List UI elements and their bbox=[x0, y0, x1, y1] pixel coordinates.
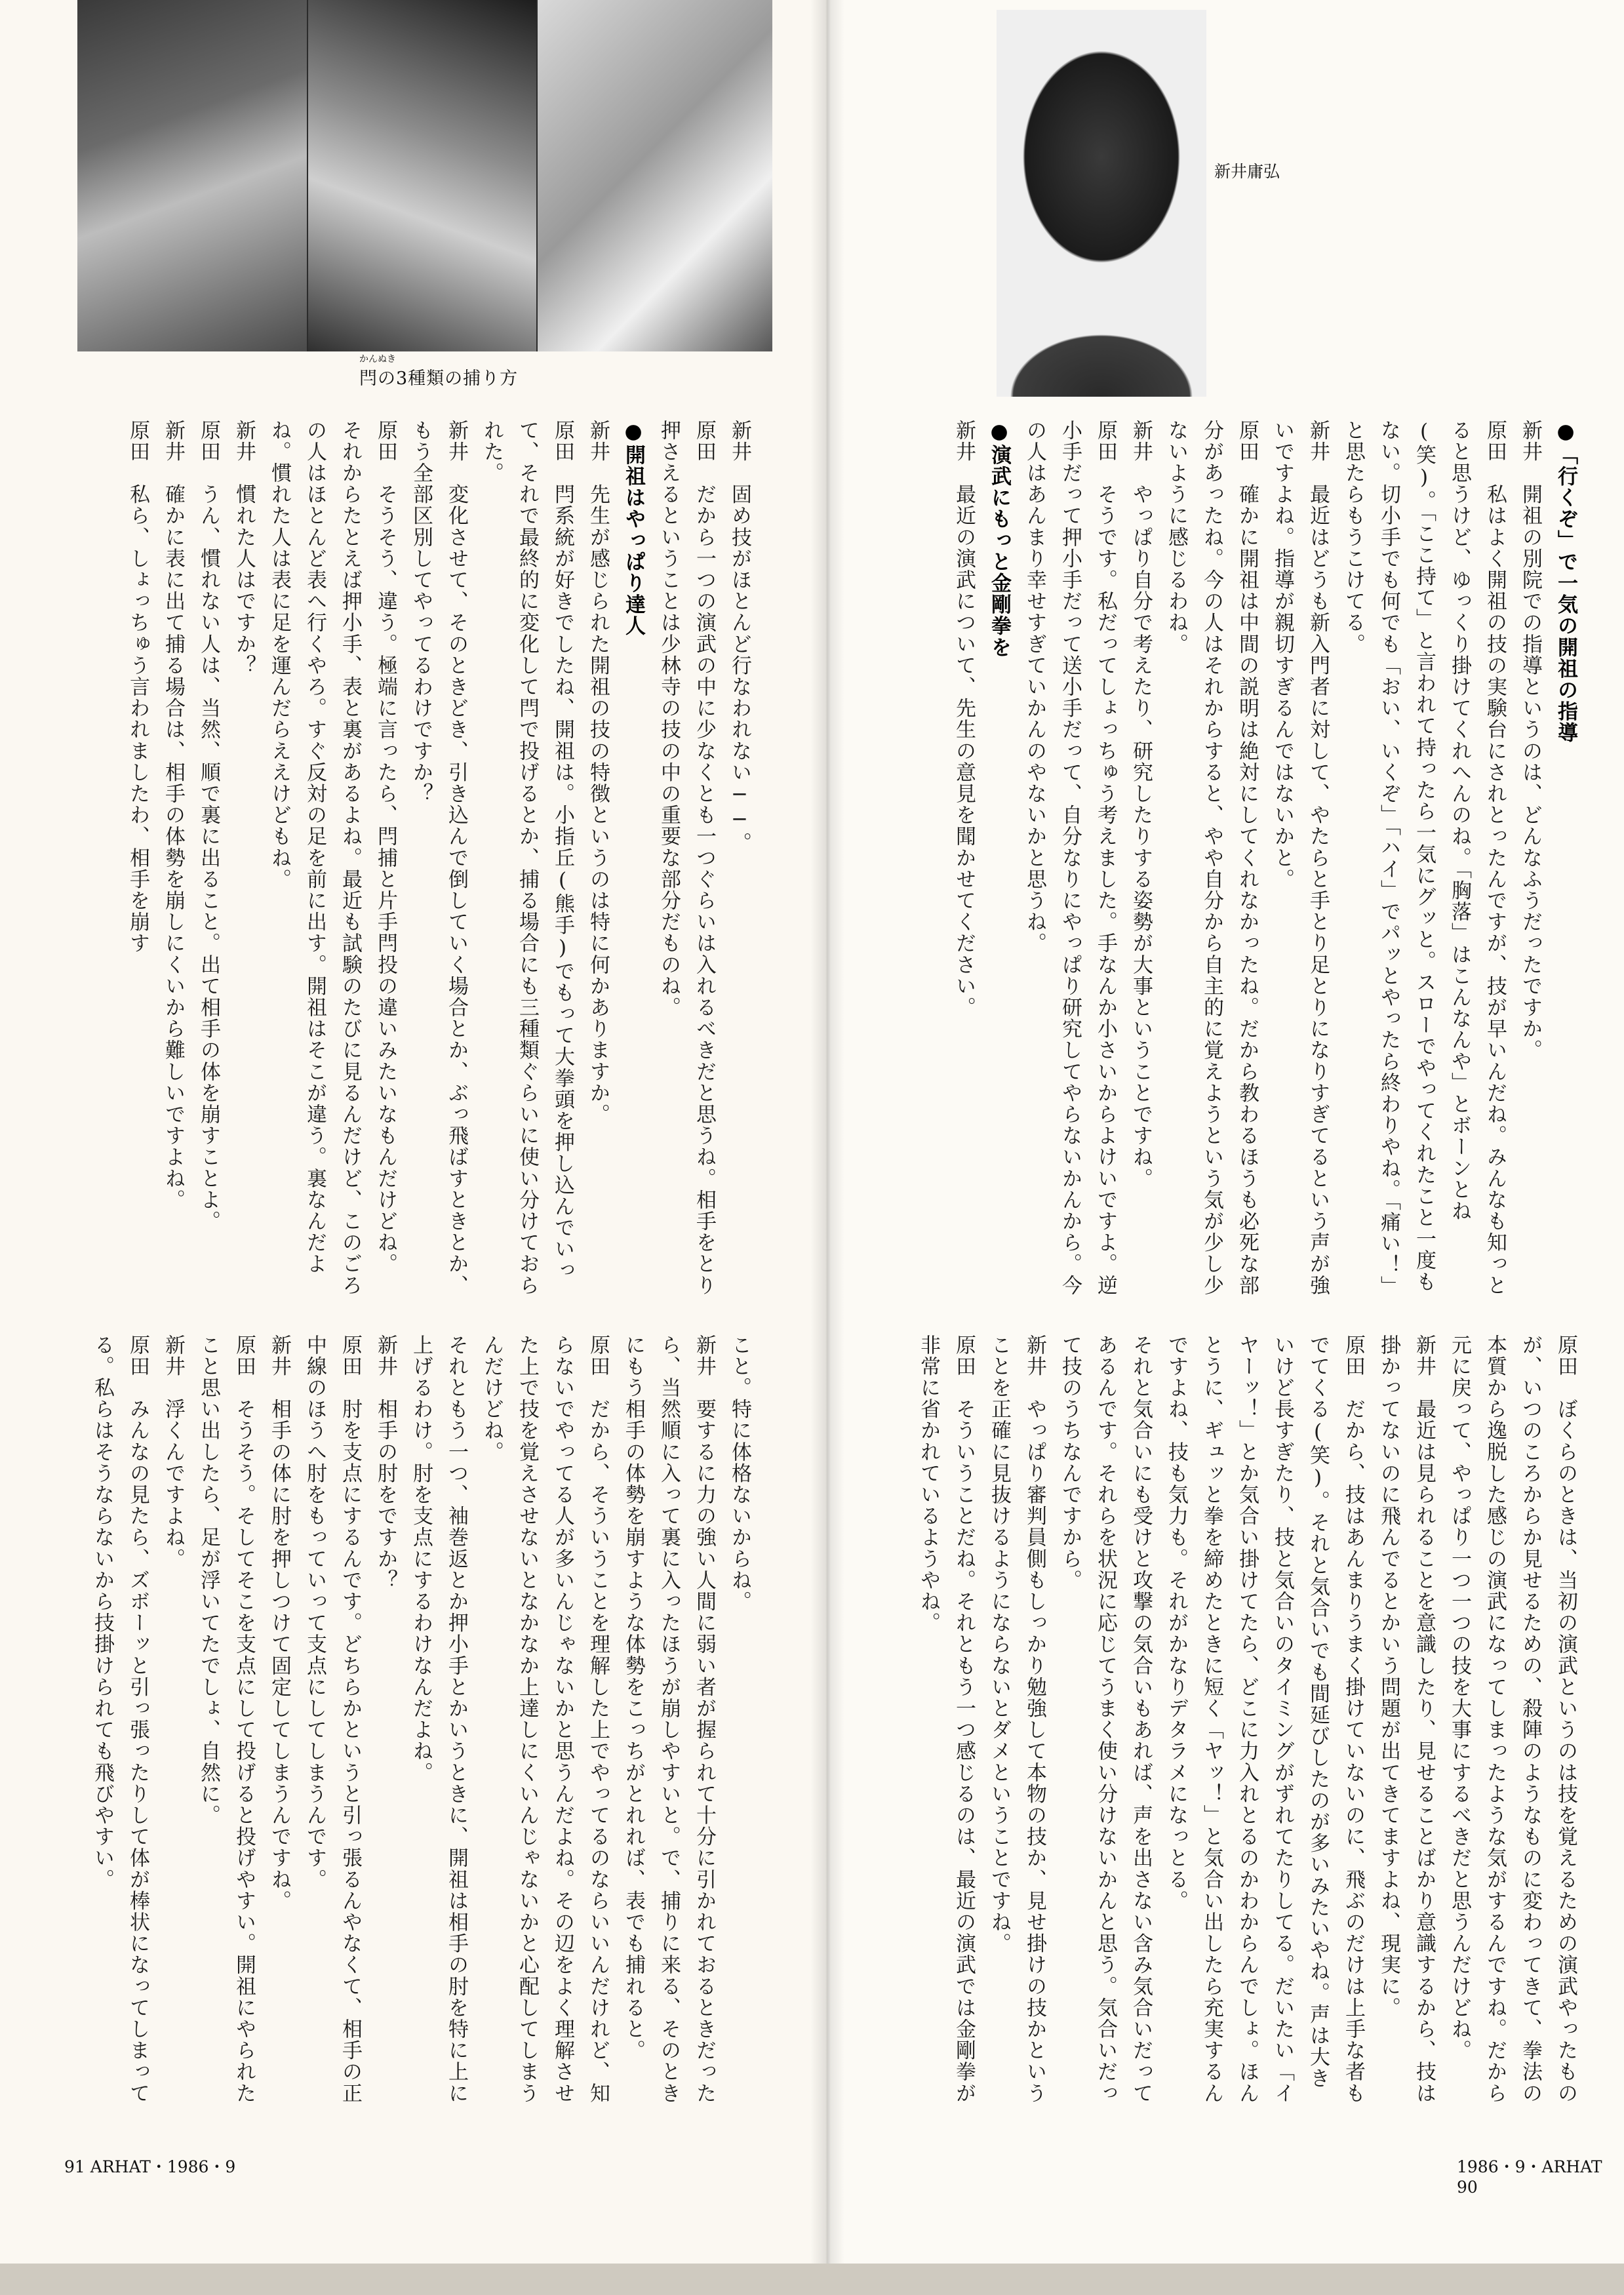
paragraph: 新井 開祖の別院での指導というのは、どんなふうだったですか。 bbox=[1518, 420, 1542, 1061]
scan-bottom-band bbox=[0, 2264, 1624, 2295]
paragraph: 新井 先生が感じられた開祖の技の特徴というのは特に何かありますか。 bbox=[586, 420, 610, 1125]
photo-kannuki-grips bbox=[77, 0, 772, 351]
paragraph: 原田 閂系統が好きでしたね、開祖は。小指丘(熊手)でもって大拳頭を押し込んでいって、それで最終的に変化して閂で投げるとか、捕る場合にも三種類ぐらいに使い分けておられた。 bbox=[480, 420, 574, 1296]
text-block-right-bottom bbox=[875, 1334, 1583, 2108]
text-block-left-bottom bbox=[62, 1334, 757, 2108]
paragraph: 新井 浮くんですよね。 bbox=[161, 1334, 185, 1570]
paragraph: 新井 確かに表に出て捕る場合は、相手の体勢を崩しにくいから難しいですよね。 bbox=[161, 420, 185, 1211]
paragraph: 新井 慣れた人はですか？ bbox=[232, 420, 256, 677]
paragraph: 新井 要するに力の強い人間に弱い者が握られて十分に引かれておるときだったら、当然順に入って裏に入ったほうが崩しやすいと。で、捕りに来る、そのときにもう相手の体勢を崩すような体勢をこっちがとれれば、表でも捕れると。 bbox=[622, 1334, 716, 2104]
paragraph: それからたとえば押小手、表と裏があるよね。最近も試験のたびに見るんだけど、このごろの人はほとんど表へ行くやろ。すぐ反対の足を前に出す。開祖はそこが違う。裏なんだよね。慣れた人は表に足を運んだらええけどもね。 bbox=[267, 420, 362, 1296]
paragraph: 原田 だから一つの演武の中に少なくとも一つぐらいは入れるべきだと思うね。相手をとり押さえるということは少林寺の技の中の重要な部分だものね。 bbox=[657, 420, 716, 1296]
paragraph: 新井 やっぱり自分で考えたり、研究したりする姿勢が大事ということですね。 bbox=[1129, 420, 1153, 1189]
paragraph: こと。特に体格ないからね。 bbox=[728, 1334, 751, 1612]
gutter-shadow bbox=[810, 0, 844, 2295]
text-block-left-top bbox=[62, 420, 757, 1298]
photo-panel-2 bbox=[308, 0, 536, 351]
photo-portrait bbox=[997, 10, 1206, 397]
paragraph: 新井 相手の肘をですか？ bbox=[374, 1334, 397, 1591]
paragraph: それと気合いにも受けと攻撃の気合いもあれば、声を出さない含み気合いだってあるんです。それらを状況に応じてうまく使い分けないかんと思う。気合いだって技のうちなんですから。 bbox=[1058, 1334, 1153, 2104]
paragraph: 原田 だから、そういうことを理解した上でやってるのならいいんだけれど、知らないでやってる人が多いんじゃないかと思うんだよね。その辺をよく理解させた上で技を覚えさせないとなかなか上達しにくいんじゃないかと心配してしまうんだけどね。 bbox=[480, 1334, 610, 2104]
paragraph: 新井 やっぱり審判員側もしっかり勉強して本物の技か、見せ掛けの技かということを正確に見抜けるようにならないとダメということですね。 bbox=[987, 1334, 1046, 2104]
paragraph: 新井 最近はどうも新入門者に対して、やたらと手とり足とりになりすぎてるという声が強いですよね。指導が親切すぎるんではないかと。 bbox=[1271, 420, 1330, 1296]
paragraph: それともう一つ、袖巻返とか押小手とかいうときに、開祖は相手の肘を特に上に上げるわけ。肘を支点にするわけなんだよね。 bbox=[409, 1334, 468, 2104]
paragraph: 原田 そうそう。そしてそこを支点にして投げると投げやすい。開祖にやられたこと思い出したら、足が浮いてたでしょ、自然に。 bbox=[197, 1334, 256, 2104]
folio-right: 1986・9・ARHAT 90 bbox=[1457, 2157, 1602, 2197]
photo-caption bbox=[359, 354, 519, 389]
photo-panel-3 bbox=[538, 0, 772, 351]
paragraph: 原田 肘を支点にするんです。どちらかというと引っ張るんやなくて、相手の正中線のほうへ肘をもっていって支点にしてしまうんです。 bbox=[303, 1334, 362, 2104]
paragraph: 新井 変化させて、そのときどき、引き込んで倒していく場合とか、ぶっ飛ばすときとか、もう全部区別してやってるわけですか？ bbox=[409, 420, 468, 1296]
paragraph: 原田 そういうことだね。それともう一つ感じるのは、最近の演武では金剛拳が非常に省かれているようやね。 bbox=[917, 1334, 976, 2104]
paragraph: 原田 そうです。私だってしょっちゅう考えました。手なんか小さいからよけいですよ。逆小手だって押小手だって送小手だって、自分なりにやっぱり研究してやらないかんから。今の人はあんまり幸せすぎていかんのやないかと思うね。 bbox=[1023, 420, 1117, 1296]
paragraph: 原田 だから、技はあんまりうまく掛けていないのに、飛ぶのだけは上手な者もでてくる(笑)。それと気合いでも間延びしたのが多いみたいやね。声は大きいけど長すぎたり、技と気合いのタイミングがずれてたりしてる。だいたい「イヤーッ！」とか気合い掛けてたら、どこに力入れとるのかわからんでしょ。ほんとうに、ギュッと拳を締めたときに短く「ヤッ！」と気合い出したら充実するんですよね、技も気力も。それがかなりデタラメになっとる。 bbox=[1164, 1334, 1365, 2104]
portrait-shoulders bbox=[997, 285, 1206, 397]
portrait-caption: 新井庸弘 bbox=[1214, 162, 1280, 181]
paragraph: 新井 最近は見られることを意識したり、見せることばかり意識するから、技は掛かってないのに飛んでるとかいう問題が出てきてますよね、現実に。 bbox=[1377, 1334, 1436, 2104]
caption-text: 閂の3種類の捕り方 bbox=[359, 369, 519, 389]
paragraph: 原田 ぼくらのときは、当初の演武というのは技を覚えるための演武やったものが、いつのころからか見せるための、殺陣のようなものに変わってきて、拳法の本質から逸脱した感じの演武になってしまったような気がするんですね。だから元に戻って、やっぱり一つ一つの技を大事にするべきだと思うんだけどね。 bbox=[1448, 1334, 1577, 2104]
paragraph: 新井 相手の体に肘を押しつけて固定してしまうんですね。 bbox=[267, 1334, 291, 1912]
caption-ruby: かんぬき bbox=[359, 354, 396, 365]
section-heading: ●「行くぞ」で一気の開祖の指導 bbox=[1554, 420, 1577, 744]
paragraph: 原田 確かに開祖は中間の説明は絶対にしてくれなかったね。だから教わるほうも必死な部分があったね。今の人はそれからすると、やや自分から自主的に覚えようという気が少し少ないように感じるわね。 bbox=[1164, 420, 1259, 1296]
paragraph: 原田 そうそう、違う。極端に言ったら、閂捕と片手閂投の違いみたいなもんだけどね。 bbox=[374, 420, 397, 1275]
paragraph: 原田 みんなの見たら、ズボーッと引っ張ったりして体が棒状になってしまってる。私らはそうならないから技掛けられても飛びやすい。 bbox=[90, 1334, 149, 2104]
section-heading: ●演武にもっと金剛拳を bbox=[987, 420, 1011, 658]
text-block-right-top bbox=[875, 420, 1583, 1298]
folio-left: 91 ARHAT・1986・9 bbox=[64, 2157, 236, 2176]
paragraph: 原田 私はよく開祖の技の実験台にされとったんですが、技が早いんだね。みんなも知っとると思うけど、ゆっくり掛けてくれへんのね。「胸落」はこんなんや」とボーンとね(笑)。「ここ持て」と言われて持ったら一気にグッと。スローでやってくれたこと一度もない。切小手でも何でも「おい、いくぞ」「ハイ」でパッとやったら終わりやね。「痛い！」と思たらもうこけてる。 bbox=[1341, 420, 1507, 1298]
paragraph: 新井 最近の演武について、先生の意見を聞かせてください。 bbox=[952, 420, 976, 1018]
section-heading: ●開祖はやっぱり達人 bbox=[622, 420, 645, 637]
paragraph: 原田 私ら、しょっちゅう言われましたわ、相手を崩す bbox=[126, 420, 149, 954]
photo-panel-1 bbox=[77, 0, 307, 351]
paragraph: 新井 固め技がほとんど行なわれない──。 bbox=[728, 420, 751, 854]
paragraph: 原田 うん、慣れない人は、当然、順で裏に出ること。出て相手の体を崩すことよ。 bbox=[197, 420, 220, 1232]
